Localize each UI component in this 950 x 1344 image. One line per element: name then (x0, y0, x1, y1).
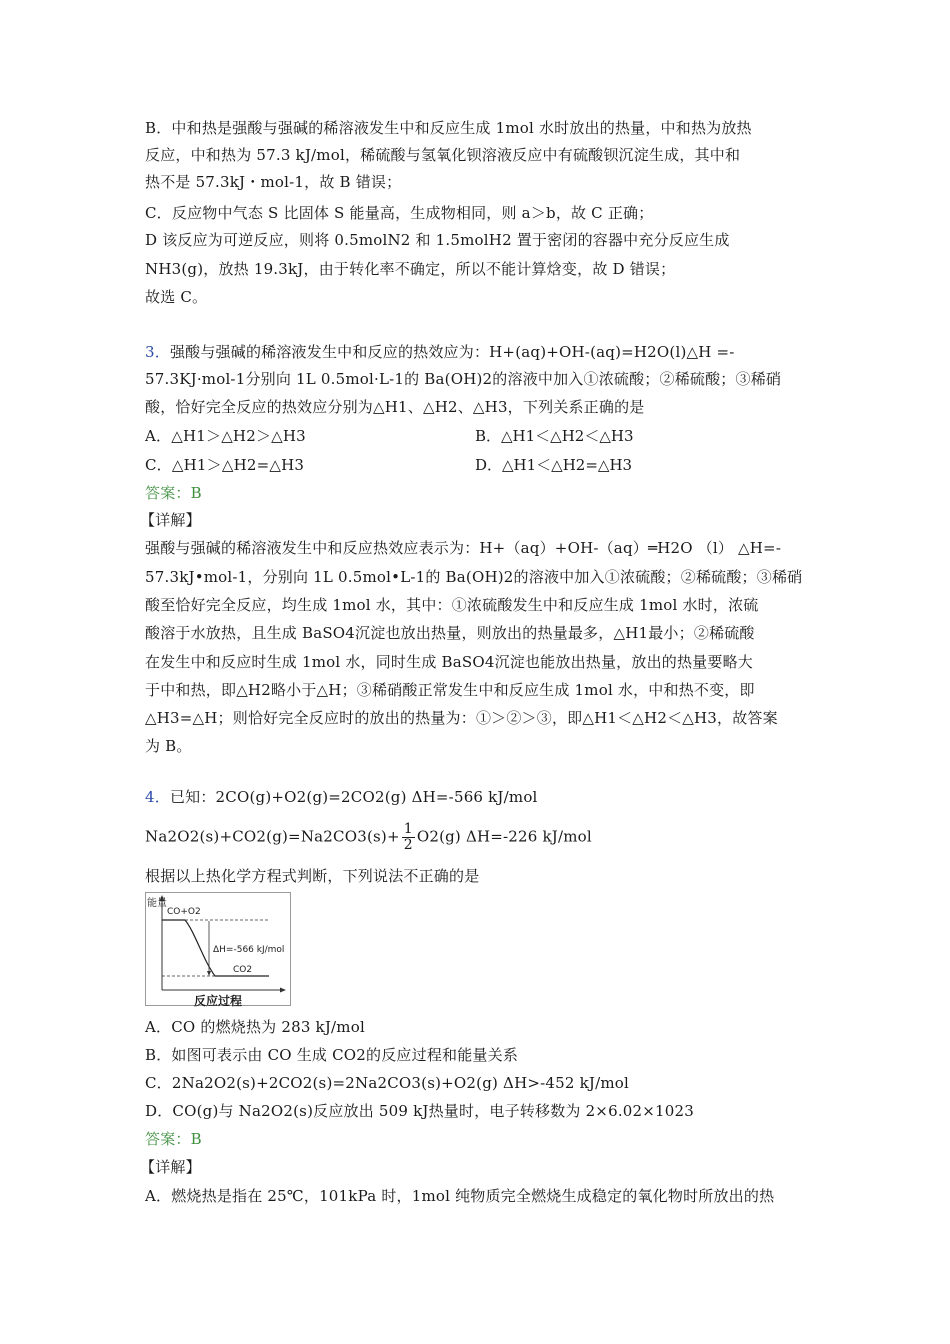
text-line: 反应，中和热为 57.3 kJ/mol，稀硫酸与氢氧化钡溶液反应中有硫酸钡沉淀生成，其中和 (145, 146, 741, 164)
energy-diagram-svg (145, 892, 291, 1006)
question-number: 4． (145, 788, 170, 806)
option-c: C．2Na2O2(s)+2CO2(s)=2Na2CO3(s)+O2(g) ΔH>-452 kJ/mol (145, 1074, 629, 1092)
fraction-denominator: 2 (403, 837, 413, 853)
equation-line (145, 822, 592, 853)
detail-line: 在发生中和反应时生成 1mol 水，同时生成 BaSO4沉淀也能放出热量，放出的热量要略大 (145, 653, 753, 671)
text-line: D 该反应为可逆反应，则将 0.5molN2 和 1.5molH2 置于密闭的容器中充分反应生成 (145, 231, 730, 249)
question-3-stem (145, 342, 735, 362)
text-line: C．反应物中气态 S 比固体 S 能量高，生成物相同，则 a＞b，故 C 正确； (145, 204, 654, 222)
energy-diagram (145, 892, 291, 1006)
x-axis-label: 反应过程 (193, 994, 242, 1008)
detail-line: 强酸与强碱的稀溶液发生中和反应热效应表示为：H+（aq）+OH-（aq）═H2O （l） △H=- (145, 539, 782, 557)
equation-left: Na2O2(s)+CO2(g)=Na2CO3(s)+ (145, 827, 400, 846)
detail-line: 酸溶于水放热，且生成 BaSO4沉淀也放出热量，则放出的热量最多，△H1最小；②稀硫酸 (145, 624, 755, 642)
option-d: D．△H1＜△H2=△H3 (475, 456, 633, 474)
detail-line: 为 B。 (145, 737, 192, 755)
answer-label: 答案：B (145, 484, 202, 502)
equation-right: O2(g) ΔH=-226 kJ/mol (416, 827, 592, 846)
detail-line: 57.3kJ•mol-1，分别向 1L 0.5mol•L-1的 Ba(OH)2的溶液中加入①浓硫酸；②稀硫酸；③稀硝 (145, 568, 803, 586)
fraction-numerator: 1 (403, 821, 413, 837)
detail-line: 于中和热，即△H2略小于△H；③稀硝酸正常发生中和反应生成 1mol 水，中和热不变，即 (145, 681, 755, 699)
option-c: C．△H1＞△H2=△H3 (145, 456, 305, 474)
question-4-stem (145, 787, 538, 807)
text-line: 故选 C。 (145, 288, 208, 306)
y-axis-label: 能量 (147, 898, 167, 909)
delta-h-label: ΔH=-566 kJ/mol (213, 945, 285, 955)
detail-line: A．燃烧热是指在 25℃，101kPa 时，1mol 纯物质完全燃烧生成稳定的氧化物时所放出的热 (145, 1187, 775, 1205)
fraction (402, 822, 415, 853)
question-4-stem-line: 根据以上热化学方程式判断，下列说法不正确的是 (145, 867, 480, 885)
question-text: 强酸与强碱的稀溶液发生中和反应的热效应为：H+(aq)+OH-(aq)=H2O(l)△H =- (169, 343, 735, 361)
text-line: 热不是 57.3kJ・mol-1，故 B 错误； (145, 173, 402, 191)
detail-heading: 【详解】 (140, 511, 201, 529)
question-3-stem-line: 酸，恰好完全反应的热效应分别为△H1、△H2、△H3，下列关系正确的是 (145, 398, 645, 416)
option-d: D．CO(g)与 Na2O2(s)反应放出 509 kJ热量时，电子转移数为 2×6.02×1023 (145, 1102, 695, 1120)
answer-label: 答案：B (145, 1130, 202, 1148)
question-3-stem-line: 57.3KJ·mol-1分别向 1L 0.5mol·L-1的 Ba(OH)2的溶液中加入①浓硫酸；②稀硫酸；③稀硝 (145, 370, 782, 388)
detail-heading: 【详解】 (140, 1158, 201, 1176)
question-text: 已知：2CO(g)+O2(g)=2CO2(g) ΔH=-566 kJ/mol (169, 788, 538, 806)
question-number: 3． (145, 343, 170, 361)
option-a: A．CO 的燃烧热为 283 kJ/mol (145, 1018, 365, 1036)
text-line: NH3(g)，放热 19.3kJ，由于转化率不确定，所以不能计算焓变，故 D 错误； (145, 260, 676, 278)
option-a: A．△H1＞△H2＞△H3 (145, 427, 306, 445)
reactant-label: CO+O2 (167, 907, 201, 917)
detail-line: △H3=△H；则恰好完全反应时的放出的热量为：①＞②＞③，即△H1＜△H2＜△H3，故答案 (145, 709, 778, 727)
text-line: B．中和热是强酸与强碱的稀溶液发生中和反应生成 1mol 水时放出的热量，中和热为放热 (145, 119, 752, 137)
option-b: B．△H1＜△H2＜△H3 (475, 427, 634, 445)
detail-line: 酸至恰好完全反应，均生成 1mol 水，其中：①浓硫酸发生中和反应生成 1mol 水时，浓硫 (145, 596, 759, 614)
option-b: B．如图可表示由 CO 生成 CO2的反应过程和能量关系 (145, 1046, 519, 1064)
product-label: CO2 (233, 965, 253, 975)
